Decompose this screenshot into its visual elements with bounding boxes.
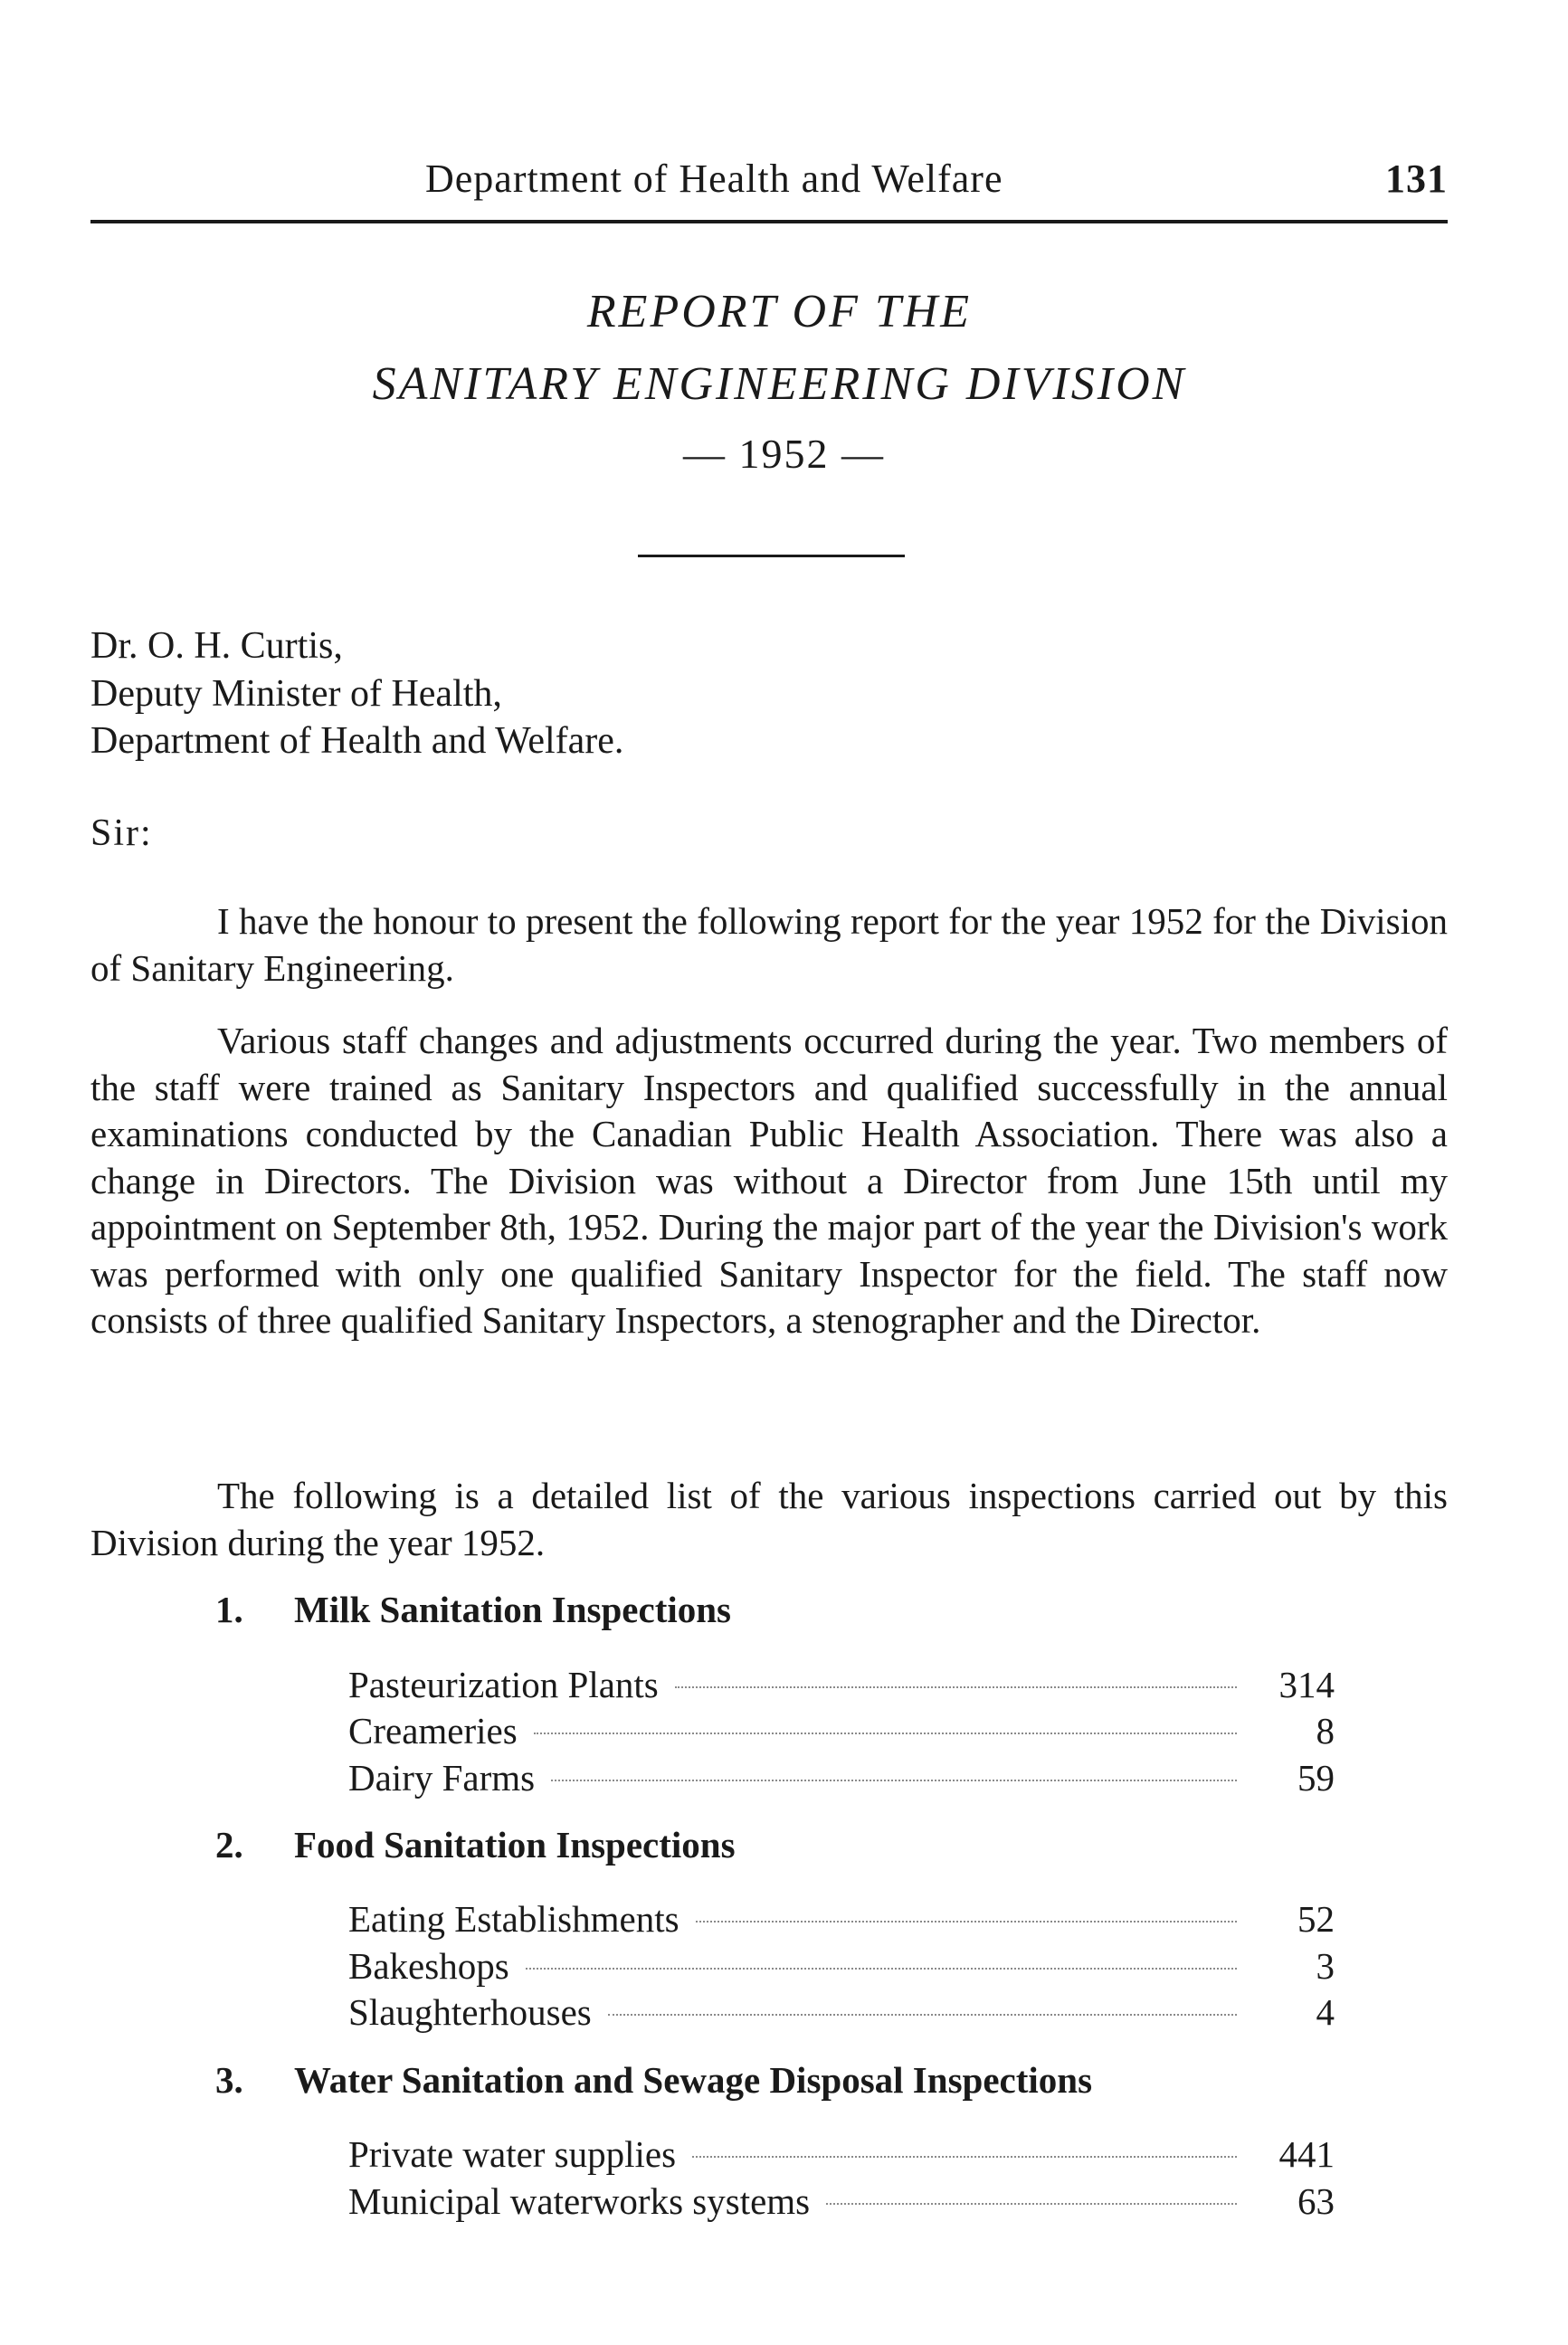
dot-leader bbox=[526, 1968, 1237, 1970]
section-number: 3. bbox=[215, 2059, 243, 2101]
paragraph-list-intro bbox=[90, 1473, 1448, 1566]
item-label: Pasteurization Plants bbox=[348, 1664, 659, 1705]
header-rule bbox=[90, 220, 1448, 223]
salutation: Sir: bbox=[90, 812, 153, 854]
item-value: 59 bbox=[1297, 1757, 1335, 1799]
dot-leader bbox=[551, 1780, 1237, 1781]
list-item bbox=[348, 1709, 1335, 1756]
list-item bbox=[348, 2179, 1335, 2226]
item-label: Dairy Farms bbox=[348, 1757, 536, 1799]
list-item bbox=[348, 2132, 1335, 2179]
page-number: 131 bbox=[1385, 157, 1448, 201]
list-item bbox=[348, 1897, 1335, 1944]
section-heading: Water Sanitation and Sewage Disposal Inspections bbox=[294, 2059, 1093, 2101]
section-heading: Food Sanitation Inspections bbox=[294, 1824, 736, 1866]
section-heading: Milk Sanitation Inspections bbox=[294, 1589, 731, 1630]
report-title-line-2: SANITARY ENGINEERING DIVISION bbox=[372, 358, 1187, 410]
list-item bbox=[348, 1663, 1335, 1710]
running-head bbox=[90, 156, 1448, 210]
running-head-title: Department of Health and Welfare bbox=[425, 157, 1003, 201]
dot-leader bbox=[692, 2156, 1237, 2158]
item-label: Private water supplies bbox=[348, 2133, 677, 2175]
section-number: 2. bbox=[215, 1824, 243, 1866]
addressee-department: Department of Health and Welfare. bbox=[90, 720, 624, 762]
dot-leader bbox=[826, 2203, 1237, 2205]
item-label: Bakeshops bbox=[348, 1945, 509, 1987]
paragraph-text: The following is a detailed list of the various inspections carried out by this Division during the year 1952. bbox=[90, 1475, 1448, 1563]
item-value: 314 bbox=[1278, 1664, 1335, 1705]
item-value: 441 bbox=[1278, 2133, 1335, 2175]
addressee-name: Dr. O. H. Curtis, bbox=[90, 625, 343, 667]
dot-leader bbox=[675, 1686, 1237, 1688]
list-item bbox=[348, 1990, 1335, 2037]
item-value: 8 bbox=[1316, 1710, 1335, 1752]
paragraph-intro bbox=[90, 898, 1448, 992]
dot-leader bbox=[696, 1921, 1237, 1923]
item-value: 3 bbox=[1316, 1945, 1335, 1987]
title-rule bbox=[638, 555, 905, 557]
dot-leader bbox=[534, 1733, 1237, 1734]
paragraph-text: I have the honour to present the following report for the year 1952 for the Division of Sanitary Engineering. bbox=[90, 900, 1448, 989]
item-label: Municipal waterworks systems bbox=[348, 2180, 811, 2222]
item-label: Creameries bbox=[348, 1710, 518, 1752]
paragraph-text: Various staff changes and adjustments occurred during the year. Two members of the staff were trained as Sanitary Inspectors and qualified successfully in the annual examinations conducted by the Canadian Public Health Association. There was also a change in Directors. The Division was without a Director from June 15th until my appointment on September 8th, 1952. During the major part of the year the Division's work was performed with only one qualified Sanitary Inspector for the field. The staff now consists of three qualified Sanitary Inspectors, a stenographer and the Director. bbox=[90, 1020, 1448, 1341]
report-title-line-1: REPORT OF THE bbox=[586, 286, 973, 337]
section-number: 1. bbox=[215, 1589, 243, 1630]
dot-leader bbox=[608, 2014, 1237, 2016]
list-item bbox=[348, 1944, 1335, 1991]
list-item bbox=[348, 1756, 1335, 1803]
report-year: — 1952 — bbox=[683, 431, 885, 477]
addressee-position: Deputy Minister of Health, bbox=[90, 673, 502, 715]
item-value: 63 bbox=[1297, 2180, 1335, 2222]
item-label: Eating Establishments bbox=[348, 1898, 679, 1940]
item-label: Slaughterhouses bbox=[348, 1991, 592, 2033]
paragraph-staff bbox=[90, 1018, 1448, 1344]
item-value: 52 bbox=[1297, 1898, 1335, 1940]
item-value: 4 bbox=[1316, 1991, 1335, 2033]
